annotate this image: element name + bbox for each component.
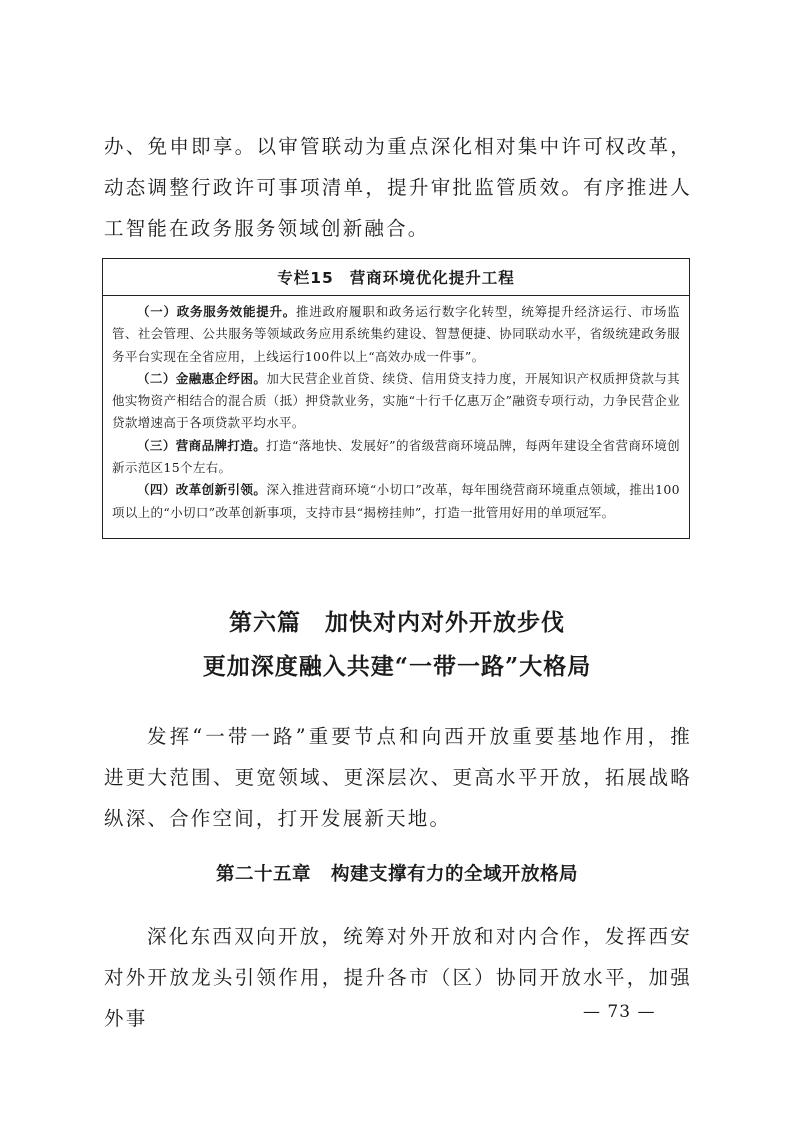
paragraph-intro: 办、免申即享。以审管联动为重点深化相对集中许可权改革，动态调整行政许可事项清单，提升审批监管质效。有序推进人工智能在政务服务领域创新融合。 — [104, 135, 692, 240]
page-number: — 73 — — [583, 1002, 656, 1022]
part-number: 第六篇 — [229, 609, 301, 636]
column-title: 营商环境优化提升工程 — [349, 269, 515, 287]
column-item: （二）金融惠企纾困。加大民营企业首贷、续贷、信用贷支持力度，开展知识产权质押贷款与其他实物资产相结合的混合质（抵）押贷款业务，实施“十行千亿惠万企”融资专项行动，力争民营企业贷款增速高于各项贷款平均水平。 — [112, 370, 680, 431]
paragraph-chapter-body: 深化东西双向开放，统筹对外开放和对内合作，发挥西安对外开放龙头引领作用，提升各市（区）协同开放水平，加强外事 — [104, 925, 692, 1030]
chapter-heading — [0, 860, 794, 886]
column-item: （一）政务服务效能提升。推进政府履职和政务运行数字化转型，统筹提升经济运行、市场监管、社会管理、公共服务等领域政务应用系统集约建设、智慧便捷、协同联动水平，省级统建政务服务平台实现在全省应用，上线运行100件以上“高效办成一件事”。 — [112, 304, 680, 364]
chapter-title: 构建支撑有力的全域开放格局 — [331, 864, 579, 885]
column-box — [102, 258, 690, 539]
chapter-number: 第二十五章 — [215, 864, 311, 885]
column-box-title — [103, 259, 689, 296]
part-heading — [0, 604, 794, 637]
column-item: （四）改革创新引领。深入推进营商环境“小切口”改革，每年围绕营商环境重点领域，推出100项以上的“小切口”改革创新事项，支持市县“揭榜挂帅”，打造一批管用好用的单项冠军。 — [112, 482, 680, 520]
column-item: （三）营商品牌打造。打造“落地快、发展好”的省级营商环境品牌，每两年建设全省营商环境创新示范区15个左右。 — [112, 437, 680, 476]
paragraph-part-intro: 发挥“一带一路”重要节点和向西开放重要基地作用，推进更大范围、更宽领域、更深层次、更高水平开放，拓展战略纵深、合作空间，打开发展新天地。 — [104, 725, 692, 830]
column-box-body — [103, 296, 689, 524]
part-subtitle: 更加深度融入共建“一带一路”大格局 — [202, 653, 592, 680]
part-title: 加快对内对外开放步伐 — [325, 609, 565, 636]
column-label: 专栏15 — [277, 269, 334, 287]
